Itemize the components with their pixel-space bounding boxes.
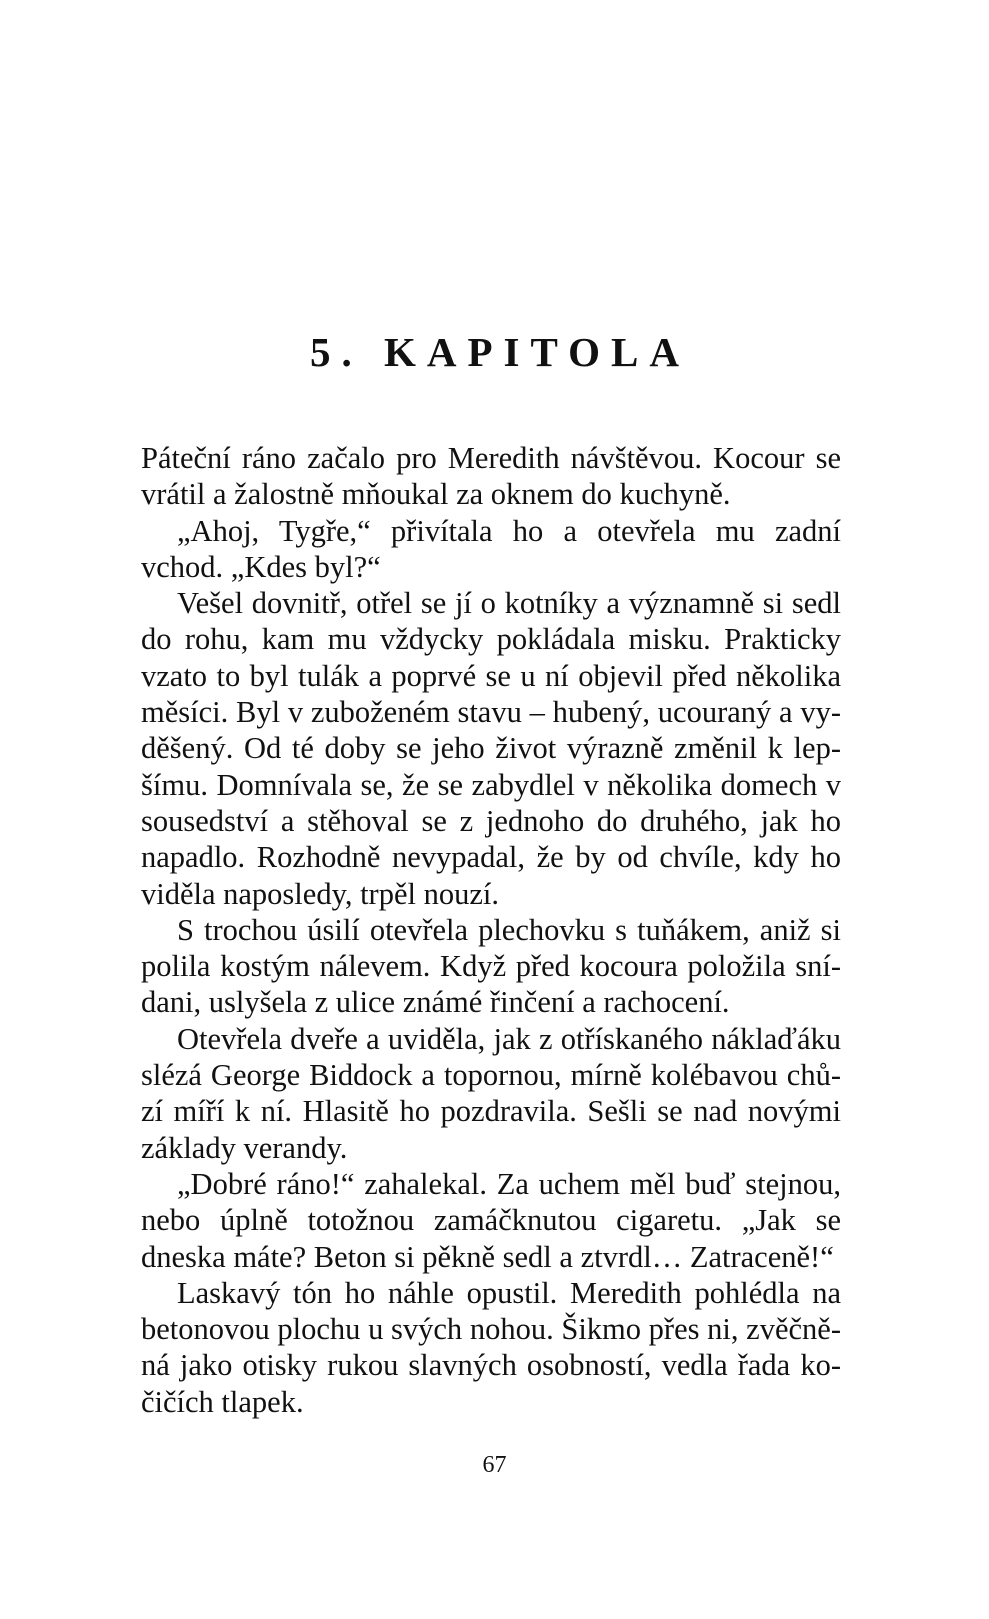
paragraph: „Ahoj, Tygře,“ přivítala ho a otevřela mu zadní vchod. „Kdes byl?“ <box>141 513 841 584</box>
chapter-body <box>141 440 841 1420</box>
paragraph: „Dobré ráno!“ zahalekal. Za uchem měl buď stejnou, nebo úplně totožnou zamáčknutou cigaretu. „Jak se dneska máte? Beton si pěkně sedl a ztvrdl… Zatraceně!“ <box>141 1166 841 1274</box>
chapter-title: 5. KAPITOLA <box>310 329 690 375</box>
paragraph: Otevřela dveře a uviděla, jak z otřískaného náklaďáku slézá George Biddock a topornou, mírně kolébavou chůzí míří k ní. Hlasitě ho pozdravila. Sešli se nad novými základy verandy. <box>141 1021 841 1165</box>
paragraph: Vešel dovnitř, otřel se jí o kotníky a významně si sedl do rohu, kam mu vždycky pokládala misku. Prakticky vzato to byl tulák a poprvé se u ní objevil před několika měsíci. Byl v zuboženém stavu – hubený, ucouraný a vyděšený. Od té doby se jeho život výrazně změnil k lepšímu. Domnívala se, že se zabydlel v několika domech v sousedství a stěhoval se z jednoho do druhého, jak ho napadlo. Rozhodně nevypadal, že by od chvíle, kdy ho viděla naposledy, trpěl nouzí. <box>141 586 841 911</box>
page-number: 67 <box>482 1452 507 1478</box>
paragraph: Laskavý tón ho náhle opustil. Meredith pohlédla na betonovou plochu u svých nohou. Šikmo přes ni, zvěčněná jako otisky rukou slavných osobností, vedla řada kočičích tlapek. <box>141 1275 841 1419</box>
paragraph: Páteční ráno začalo pro Meredith návštěvou. Kocour se vrátil a žalostně mňoukal za oknem do kuchyně. <box>141 441 841 512</box>
paragraph: S trochou úsilí otevřela plechovku s tuňákem, aniž si polila kostým nálevem. Když před kocoura položila snídani, uslyšela z ulice známé řinčení a rachocení. <box>141 912 841 1020</box>
